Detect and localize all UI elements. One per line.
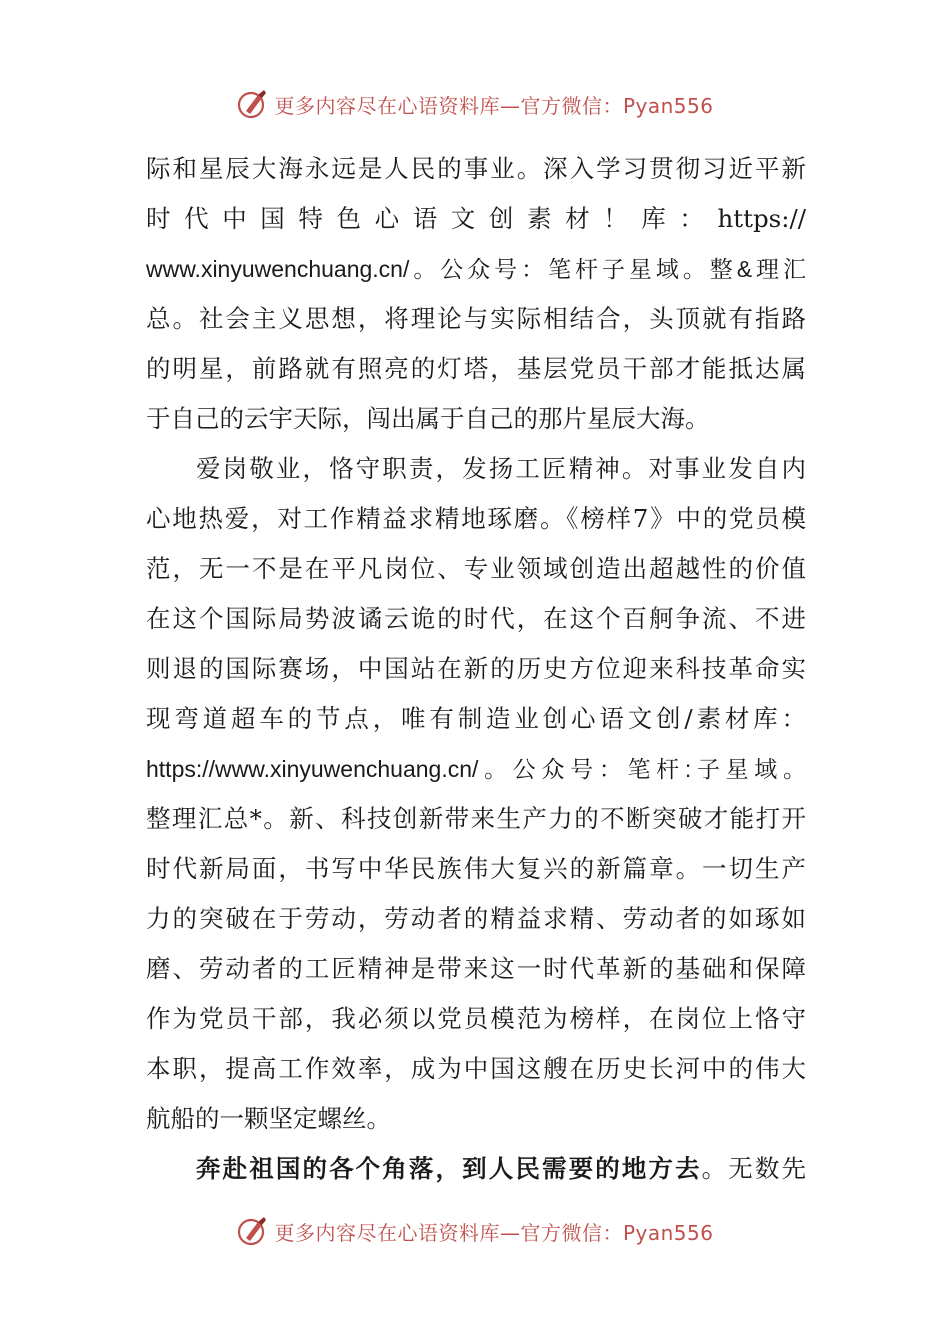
header-watermark bbox=[0, 84, 950, 124]
pen-nib-circle-icon bbox=[236, 1214, 270, 1248]
text-line: 作为党员干部，我必须以党员模范为榜样，在岗位上恪守 bbox=[146, 1004, 806, 1033]
text-line: 时代新局面，书写中华民族伟大复兴的新篇章。一切生产 bbox=[146, 854, 806, 883]
text-line: 心地热爱，对工作精益求精地琢磨。《榜样7》中的党员模 bbox=[146, 504, 806, 533]
text-line: 则退的国际赛场，中国站在新的历史方位迎来科技革命实 bbox=[146, 654, 806, 683]
text-line: 在这个国际局势波谲云诡的时代，在这个百舸争流、不进 bbox=[146, 604, 806, 633]
text-line: 磨、劳动者的工匠精神是带来这一时代革新的基础和保障 bbox=[146, 954, 806, 983]
section-lead-line bbox=[146, 1144, 806, 1194]
text-line: 航船的一颗坚定螺丝。 bbox=[146, 1104, 391, 1133]
text-line: 力的突破在于劳动，劳动者的精益求精、劳动者的如琢如 bbox=[146, 904, 806, 933]
lead-line-rest: 。无数先 bbox=[701, 1154, 806, 1183]
text-line: https://www.xinyuwenchuang.cn/。公众号：笔杆:子星域。 bbox=[146, 756, 806, 782]
article-body bbox=[146, 144, 806, 1194]
text-line: 爱岗敬业，恪守职责，发扬工匠精神。对事业发自内 bbox=[196, 454, 806, 483]
text-line: 时代中国特色心语文创素材！库：https:// bbox=[146, 204, 806, 233]
footer-watermark bbox=[0, 1211, 950, 1251]
text-line: 范，无一不是在平凡岗位、专业领域创造出超越性的价值 bbox=[146, 554, 806, 583]
text-line: 于自己的云宇天际，闯出属于自己的那片星辰大海。 bbox=[146, 404, 710, 433]
footer-text: 更多内容尽在心语资料库—官方微信：Pyan556 bbox=[274, 1220, 714, 1245]
header-text: 更多内容尽在心语资料库—官方微信：Pyan556 bbox=[274, 93, 714, 118]
text-line: 现弯道超车的节点，唯有制造业创心语文创/素材库： bbox=[146, 704, 806, 733]
text-line: www.xinyuwenchuang.cn/。公众号：笔杆子星域。整&理汇 bbox=[146, 256, 806, 282]
pen-nib-circle-icon bbox=[236, 87, 270, 121]
bold-lead-text: 奔赴祖国的各个角落，到人民需要的地方去 bbox=[196, 1154, 702, 1183]
text-line: 本职，提高工作效率，成为中国这艘在历史长河中的伟大 bbox=[146, 1054, 806, 1083]
text-line: 整理汇总*。新、科技创新带来生产力的不断突破才能打开 bbox=[146, 804, 806, 833]
text-line: 际和星辰大海永远是人民的事业。深入学习贯彻习近平新 bbox=[146, 154, 806, 183]
text-line: 的明星，前路就有照亮的灯塔，基层党员干部才能抵达属 bbox=[146, 354, 806, 383]
text-line: 总。社会主义思想，将理论与实际相结合，头顶就有指路 bbox=[146, 304, 806, 333]
